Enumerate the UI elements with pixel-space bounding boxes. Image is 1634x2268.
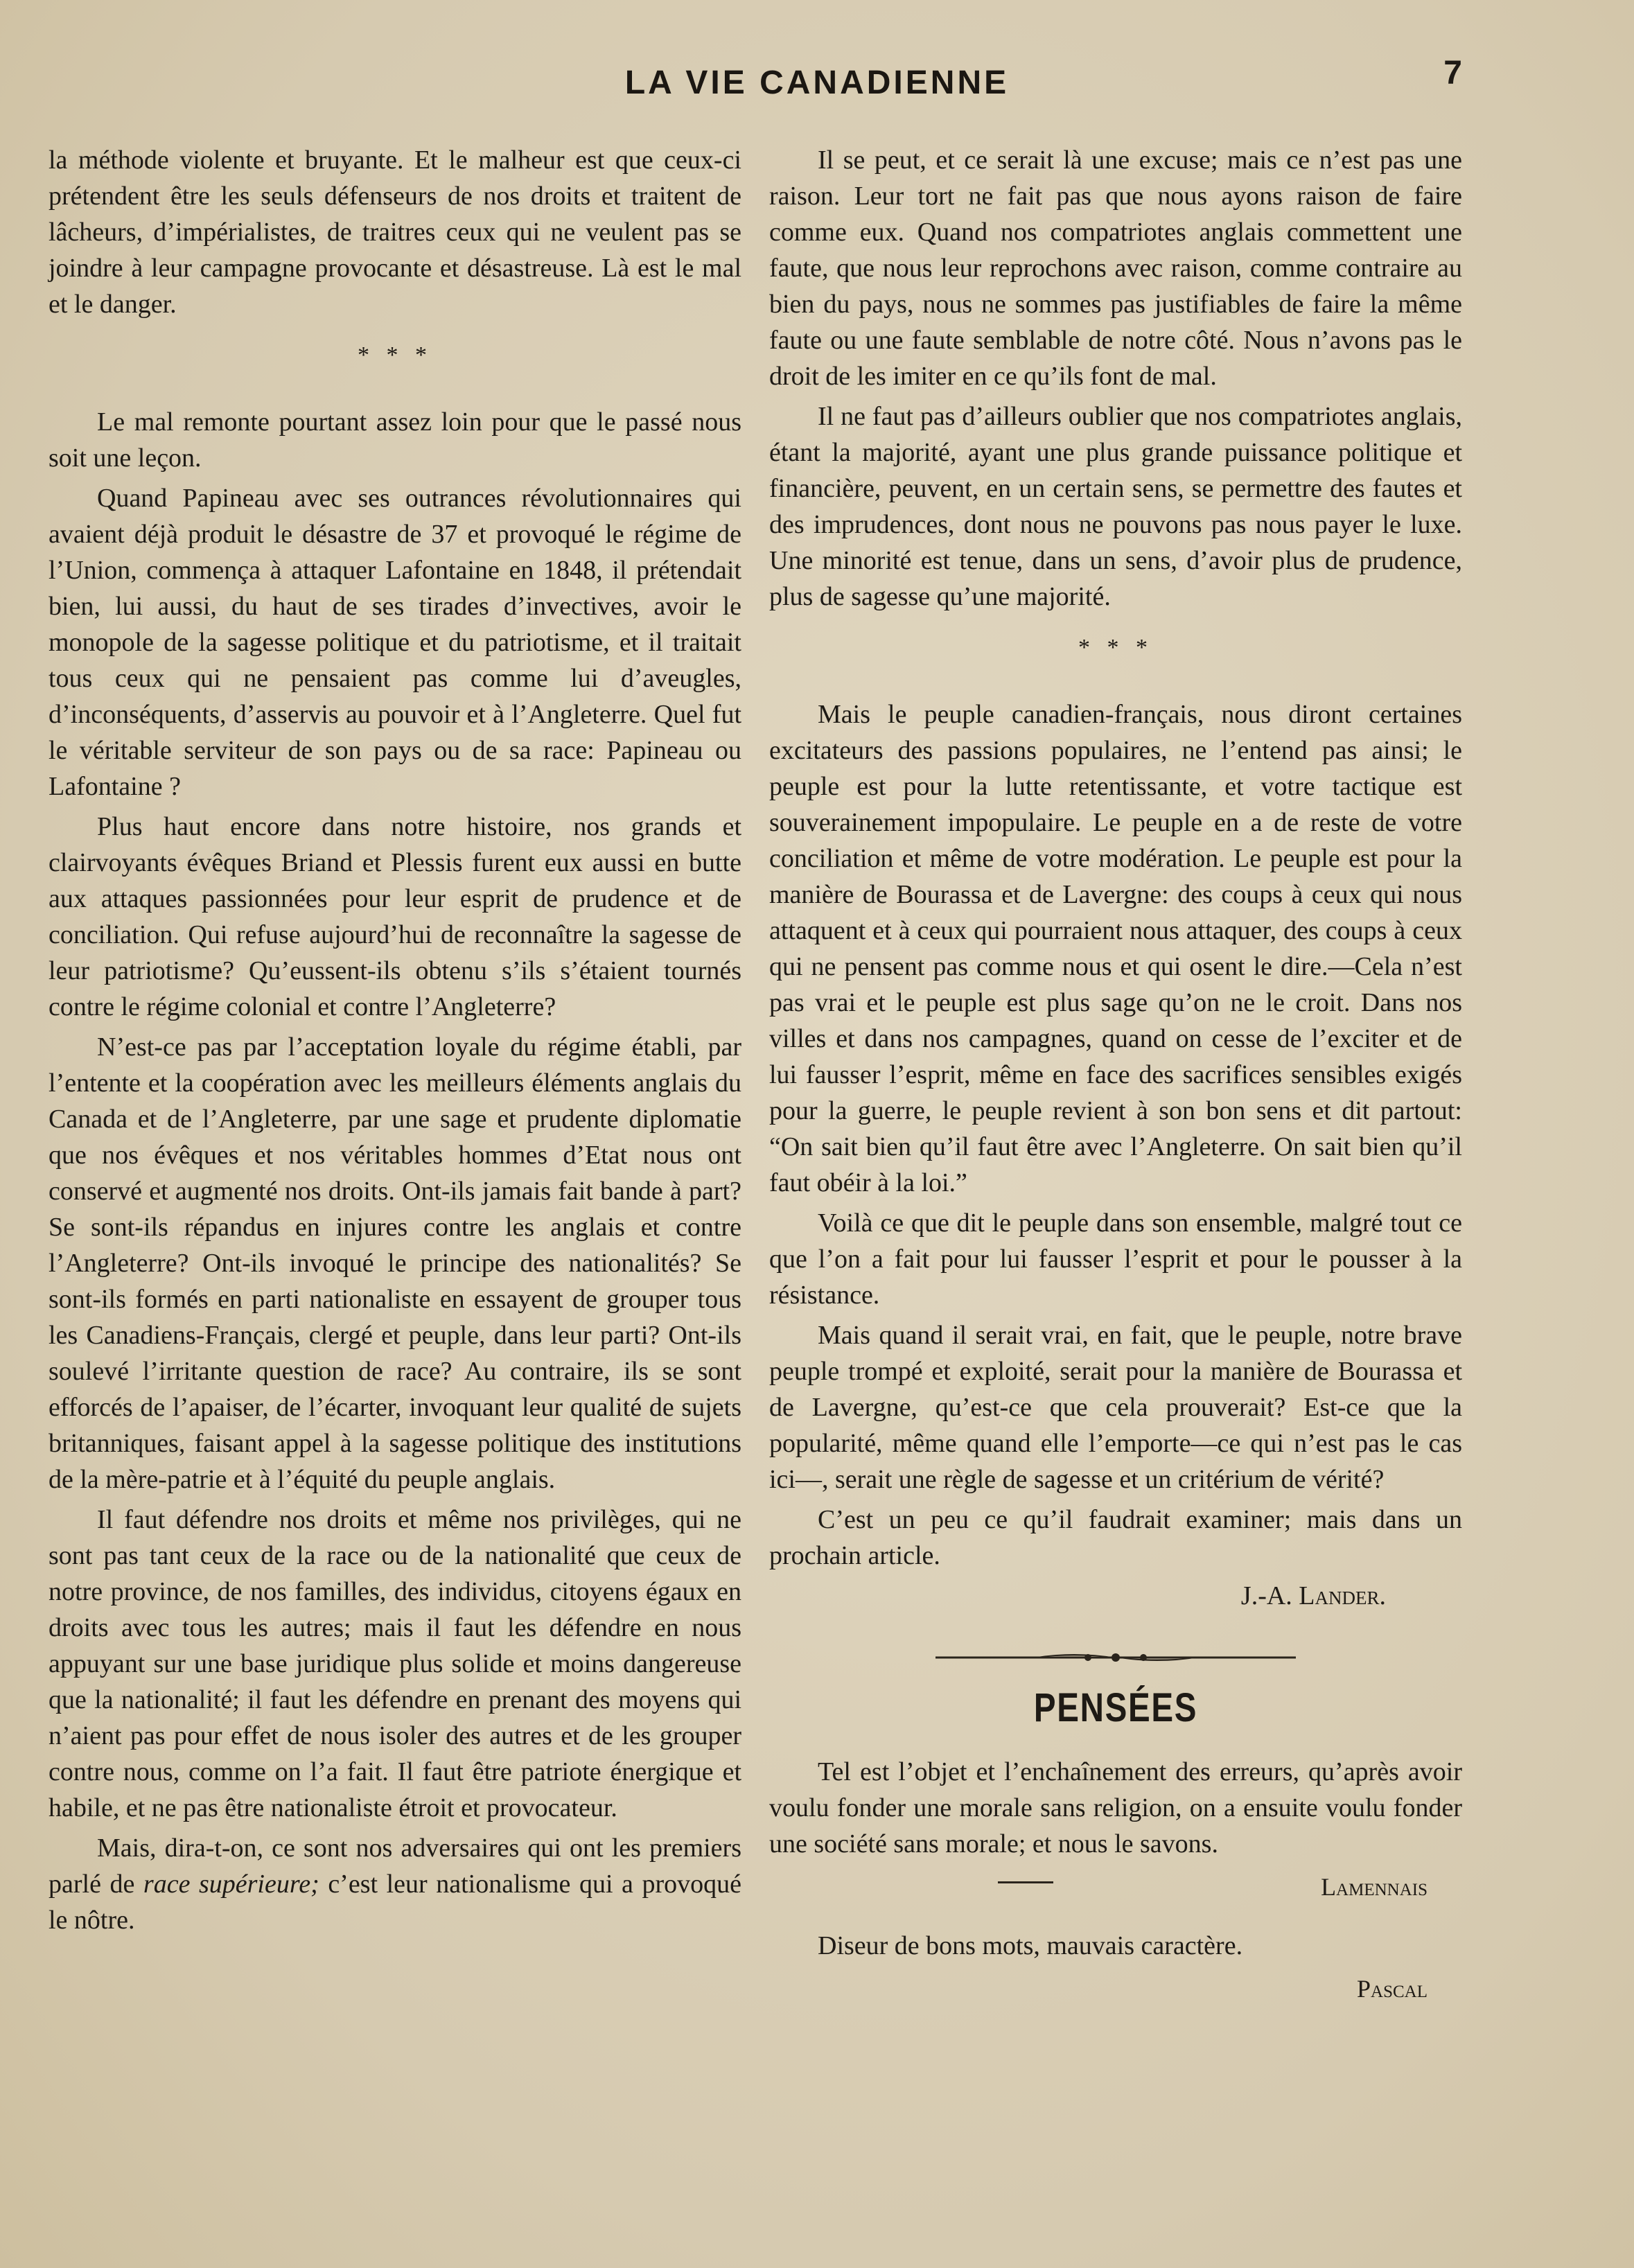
left-paragraph-4: Plus haut encore dans notre histoire, nos grands et clairvoyants évêques Briand et Plessis furent eux aussi en butte aux attaques passionnées pour leur esprit de prudence et de conciliation. Qui refuse aujourd’hui de reconnaître la sagesse de leur patriotisme? Qu’eussent-ils obtenu s’ils s’étaient tournés contre le régime colonial et contre l’Angleterre? — [49, 812, 741, 1021]
article-signature: J.-A. Lander. — [1240, 1581, 1386, 1610]
pensee-author-2: Pascal — [1357, 1975, 1427, 2003]
pensees-title: PENSÉES — [1033, 1685, 1198, 1730]
left-paragraph-5: N’est-ce pas par l’acceptation loyale du régime établi, par l’entente et la coopération avec les meilleurs éléments anglais du Canada et de l’Angleterre, par une sage et prudente diplomatie que nos évêques et nos véritables hommes d’Etat nous ont conservé et augmenté nos droits. Ont-ils jamais fait bande à part? Se sont-ils répandus en injures contre les anglais et contre l’Angleterre? Ont-ils invoqué le principe des nationalités? Se sont-ils formés en parti nationaliste en essayent de grouper tous les Canadiens-Français, clergé et peuple, dans leur parti? Ont-ils soulevé l’irritante question de race? Au contraire, ils se sont efforcés de l’apaiser, de l’écarter, invoquant leur qualité de sujets britanniques, faisant appel à la sagesse politique des institutions de la mère-patrie et à l’équité du peuple anglais. — [49, 1032, 741, 1494]
right-paragraph-6: C’est un peu ce qu’il faudrait examiner; mais dans un prochain article. — [769, 1505, 1462, 1570]
magazine-title: LA VIE CANADIENNE — [624, 64, 1010, 101]
pensee-quote-1: Tel est l’objet et l’enchaînement des erreurs, qu’après avoir voulu fonder une morale sans religion, on a ensuite voulu fonder une société sans morale; et nous le savons. — [769, 1757, 1462, 1858]
left-paragraph-6: Il faut défendre nos droits et même nos privilèges, qui ne sont pas tant ceux de la race ou de la nationalité que ceux de notre province, de nos familles, des individus, citoyens égaux en droits avec tous les autres; mais il faut les défendre en nous appuyant sur une base juridique plus solide et moins dangereuse que la nationalité; il faut les défendre en prenant des moyens qui n’aient pas pour effet de nous isoler des autres et de les grouper contre nous, comme on l’a fait. Il faut être patriote énergique et habile, et ne pas être nationaliste étroit et provocateur. — [49, 1505, 741, 1822]
right-paragraph-4: Voilà ce que dit le peuple dans son ensemble, malgré tout ce que l’on a fait pour lui fausser l’esprit et pour le pousser à la résistance. — [769, 1208, 1462, 1310]
ornament-rule-icon — [935, 1647, 1296, 1668]
right-paragraph-1: Il se peut, et ce serait là une excuse; mais ce n’est pas une raison. Leur tort ne fait pas que nous ayons raison de faire comme eux. Quand nos compatriotes anglais commettent une faute, que nous leur reprochons avec raison, comme contraire au bien du pays, nous ne sommes pas justifiables de faire la même faute ou une faute semblable de notre côté. Nous n’avons pas le droit de les imiter en ce qu’ils font de mal. — [769, 146, 1462, 391]
short-divider — [998, 1881, 1053, 1883]
right-paragraph-3: Mais le peuple canadien-français, nous diront certaines excitateurs des passions populaires, ne l’entend pas ainsi; le peuple est pour la lutte retentissante, et votre tactique est souverainement impopulaire. Le peuple en a de reste de votre conciliation et même de votre modération. Le peuple est pour la manière de Bourassa et de Lavergne: des coups à ceux qui nous attaquent et à ceux qui pourraient nous attaquer, des coups à ceux qui ne pensent pas comme nous et qui osent le dire.—Cela n’est pas vrai et le peuple est plus sage qu’on ne le croit. Dans nos villes et dans nos campagnes, quand on cesse de l’exciter et de lui fausser l’esprit, même en face des sacrifices sensibles exigés pour la guerre, le peuple revient à son bon sens et dit partout: “On sait bien qu’il faut être avec l’Angleterre. On sait bien qu’il faut obéir à la loi.” — [769, 700, 1462, 1197]
stars-text: * * * — [358, 342, 432, 368]
page-number: 7 — [1443, 55, 1462, 91]
pensee-author-1: Lamennais — [1321, 1873, 1427, 1901]
left-paragraph-7-start: Mais, dira-t-on, ce sont nos adversaires qui ont les premiers parlé de — [49, 1834, 741, 1899]
left-paragraph-7-italic: race supérieure; — [143, 1870, 319, 1899]
right-column — [769, 142, 1462, 2007]
section-separator-stars-right — [769, 634, 1462, 662]
pensee-quote-2: Diseur de bons mots, mauvais caractère. — [818, 1931, 1243, 1960]
left-column — [49, 142, 741, 1942]
left-paragraph-3: Quand Papineau avec ses outrances révolutionnaires qui avaient déjà produit le désastre de 37 et provoqué le régime de l’Union, commença à attaquer Lafontaine en 1848, il prétendait bien, lui aussi, du haut de ses tirades d’invectives, avoir le monopole de la sagesse politique et du patriotisme, et il traitait tous ceux qui ne pensaient pas comme lui d’aveugles, d’inconséquents, d’asservis au pouvoir et à l’Angleterre. Quel fut le véritable serviteur de son pays ou de sa race: Papineau ou Lafontaine ? — [49, 484, 741, 801]
left-paragraph-7-end: c’est leur nationalisme qui a provoqué le nôtre. — [49, 1870, 741, 1935]
stars-text-right: * * * — [1078, 635, 1153, 660]
right-paragraph-5: Mais quand il serait vrai, en fait, que le peuple, notre brave peuple trompé et exploité, serait pour la manière de Bourassa et de Lavergne, qu’est-ce que cela prouverait? Est-ce que la popularité, même quand elle l’emporte—ce qui n’est pas le cas ici—, serait une règle de sagesse et un critérium de vérité? — [769, 1321, 1462, 1494]
left-paragraph-1: la méthode violente et bruyante. Et le malheur est que ceux-ci prétendent être les seuls défenseurs de nos droits et traitent de lâcheurs, d’impérialistes, de traitres ceux qui ne veulent pas se joindre à leur campagne provocante et désastreuse. Là est le mal et le danger. — [49, 146, 741, 319]
left-paragraph-7 — [49, 1830, 741, 1938]
right-paragraph-2: Il ne faut pas d’ailleurs oublier que nos compatriotes anglais, étant la majorité, ayant une plus grande puissance politique et financière, peuvent, en un certain sens, se permettre des fautes et des imprudences, dont nous ne pouvons pas nous payer le luxe. Une minorité est tenue, dans un sens, d’avoir plus de prudence, plus de sagesse qu’une majorité. — [769, 402, 1462, 611]
ornamental-divider — [769, 1642, 1462, 1669]
section-separator-stars — [49, 342, 741, 369]
left-paragraph-2: Le mal remonte pourtant assez loin pour que le passé nous soit une leçon. — [49, 407, 741, 473]
